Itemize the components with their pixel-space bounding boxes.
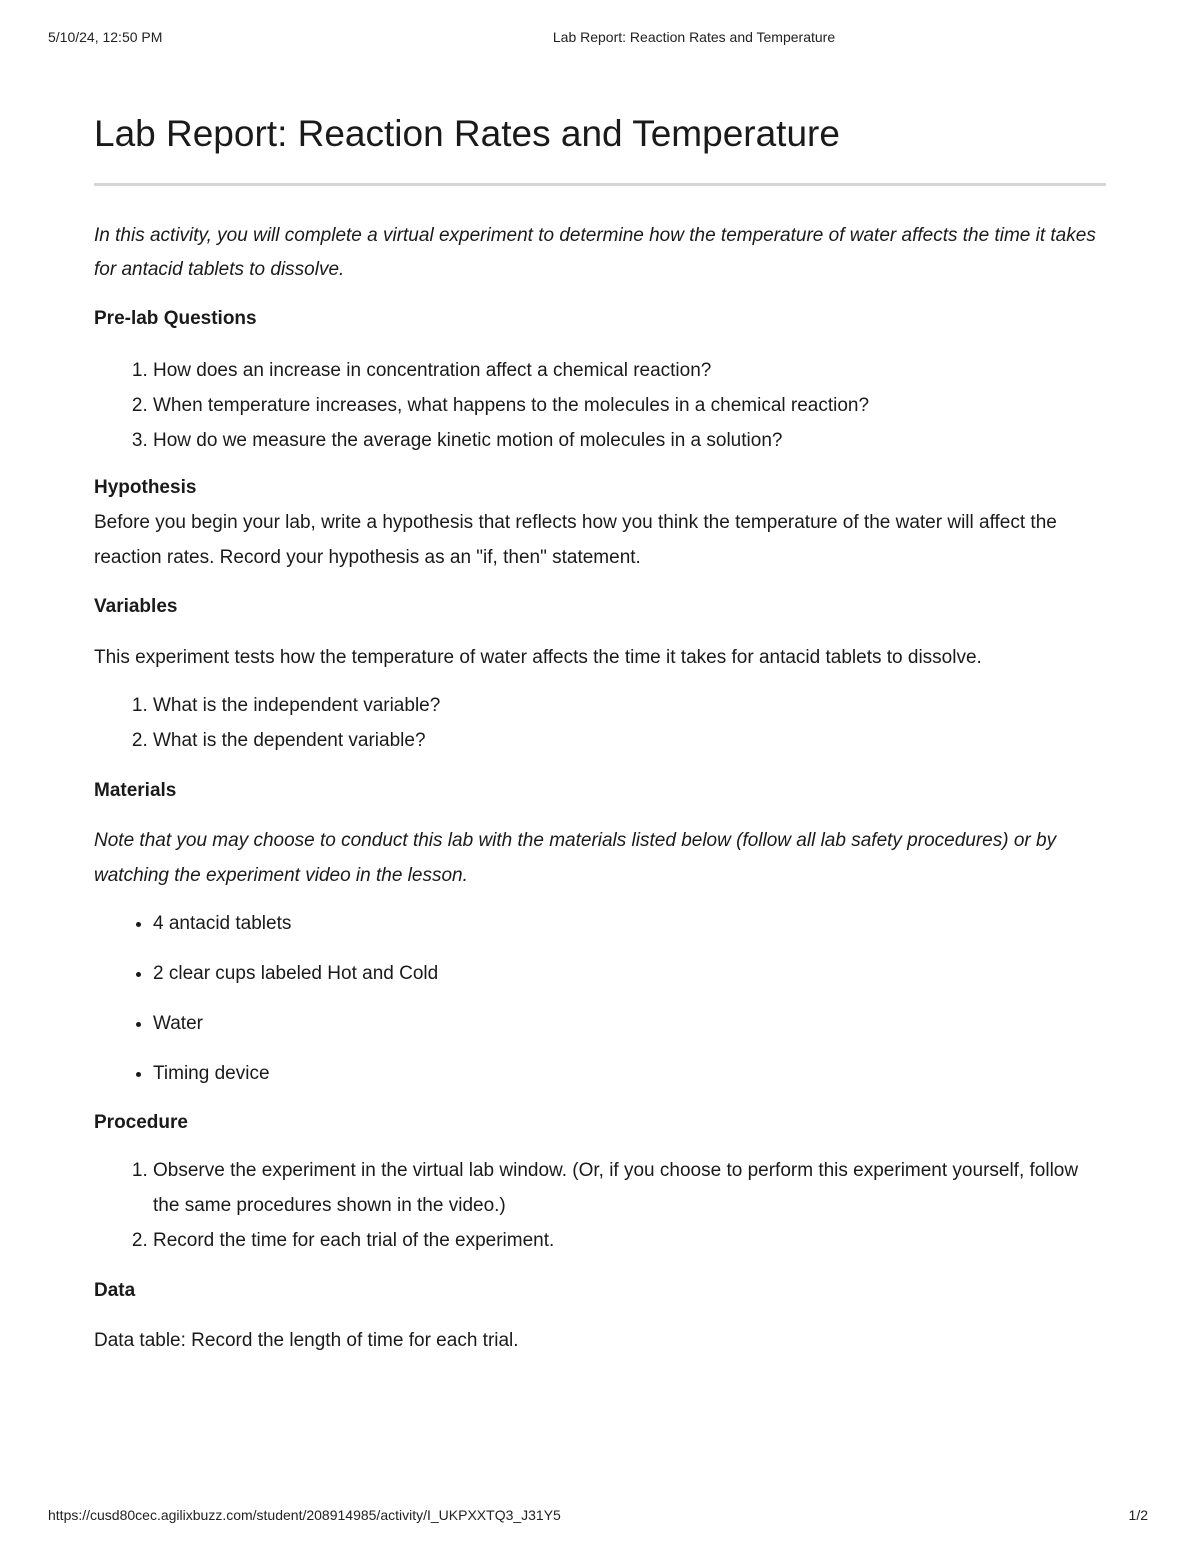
- list-item: 2. Record the time for each trial of the experiment.: [153, 1223, 1106, 1258]
- procedure-heading: Procedure: [94, 1112, 188, 1133]
- list-item: • 2 clear cups labeled Hot and Cold: [153, 956, 1106, 991]
- data-heading: Data: [94, 1280, 136, 1301]
- materials-note: Note that you may choose to conduct this lab with the materials listed below (follow all lab safety procedures) or by watching the experiment video in the lesson.: [94, 830, 1057, 886]
- print-footer-url: https://cusd80cec.agilixbuzz.com/student/208914985/activity/I_UKPXXTQ3_J31Y5: [48, 1507, 561, 1523]
- list-item: • 4 antacid tablets: [153, 906, 1106, 941]
- title-divider: [94, 183, 1106, 186]
- page-title: Lab Report: Reaction Rates and Temperature: [94, 113, 840, 154]
- list-item: 2. When temperature increases, what happens to the molecules in a chemical reaction?: [153, 388, 1106, 423]
- variables-list: [94, 688, 1106, 758]
- list-item: 2. What is the dependent variable?: [153, 723, 1106, 758]
- list-item: • Water: [153, 1006, 1106, 1041]
- hypothesis-text: Before you begin your lab, write a hypothesis that reflects how you think the temperature of the water will affect the reaction rates. Record your hypothesis as an "if, then" statement.: [94, 512, 1057, 568]
- print-header-title: Lab Report: Reaction Rates and Temperature: [552, 29, 836, 45]
- print-page-number: 1/2: [1128, 1507, 1148, 1523]
- print-date: 5/10/24, 12:50 PM: [48, 29, 163, 45]
- materials-heading: Materials: [94, 780, 177, 801]
- lab-report-content: [94, 108, 1106, 1358]
- variables-heading: Variables: [94, 596, 178, 617]
- procedure-list: [94, 1153, 1106, 1258]
- variables-text: This experiment tests how the temperature of water affects the time it takes for antacid tablets to dissolve.: [94, 647, 982, 668]
- materials-list: [94, 906, 1106, 1091]
- list-item: • Timing device: [153, 1056, 1106, 1091]
- list-item: 1. How does an increase in concentration affect a chemical reaction?: [153, 353, 1106, 388]
- list-item: 1. What is the independent variable?: [153, 688, 1106, 723]
- list-item: 1. Observe the experiment in the virtual lab window. (Or, if you choose to perform this experiment yourself, follow the same procedures shown in the video.): [153, 1153, 1106, 1223]
- prelab-heading: Pre-lab Questions: [94, 308, 257, 329]
- data-text: Data table: Record the length of time for each trial.: [94, 1330, 519, 1351]
- intro-text: In this activity, you will complete a virtual experiment to determine how the temperature of water affects the time it takes for antacid tablets to dissolve.: [94, 225, 1096, 280]
- hypothesis-heading: Hypothesis: [94, 477, 197, 498]
- prelab-list: [94, 353, 1106, 458]
- list-item: 3. How do we measure the average kinetic motion of molecules in a solution?: [153, 423, 1106, 458]
